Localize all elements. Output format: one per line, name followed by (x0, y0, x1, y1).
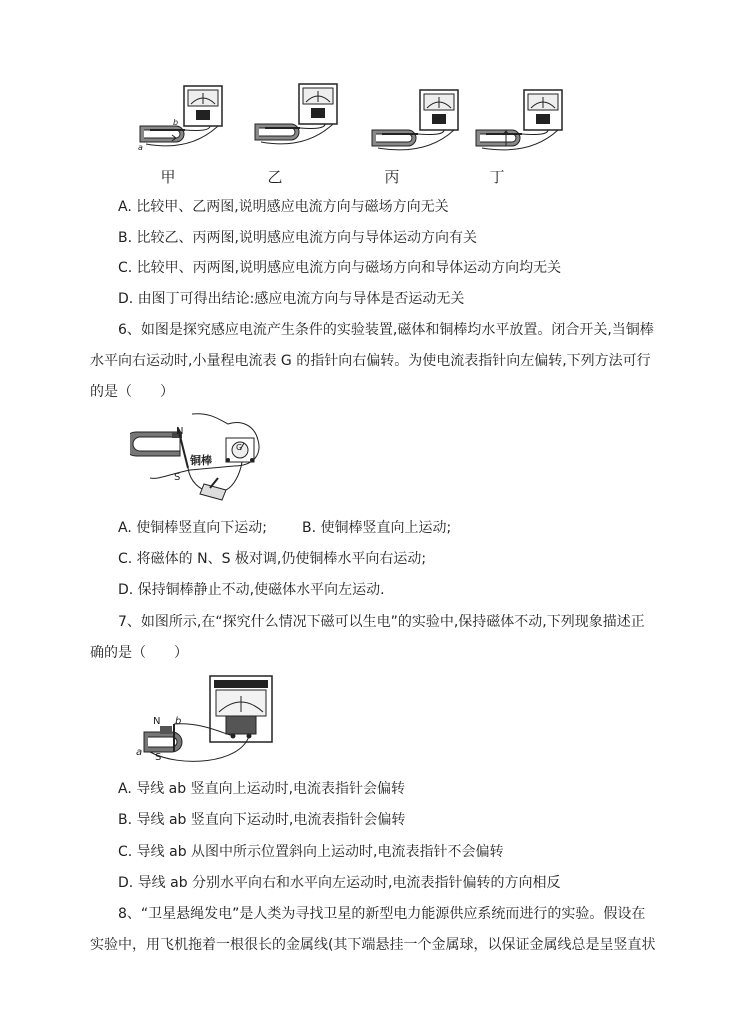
q6-option-c: C. 将磁体的 N、S 极对调,仍使铜棒水平向右运动; (118, 551, 427, 567)
q5-option-d: D. 由图丁可得出结论:感应电流方向与导体是否运动无关 (118, 291, 465, 307)
q8-stem-line-2: 实验中，用飞机拖着一根很长的金属线(其下端悬挂一个金属球，以保证金属线总是呈竖直状 (90, 937, 656, 953)
q7-label-b: b (175, 716, 182, 727)
q6-option-b: B. 使铜棒竖直向上运动; (302, 520, 452, 536)
q7-label-a: a (136, 747, 143, 758)
caption-ding: 丁 (489, 168, 505, 186)
q5-option-b: B. 比较乙、丙两图,说明感应电流方向与导体运动方向有关 (118, 230, 477, 246)
q7-option-b: B. 导线 ab 竖直向下运动时,电流表指针会偏转 (118, 812, 406, 828)
q6-option-d: D. 保持铜棒静止不动,使磁体水平向左运动. (118, 582, 385, 598)
q7-option-c: C. 导线 ab 从图中所示位置斜向上运动时,电流表指针不会偏转 (118, 844, 504, 860)
q7-option-d: D. 导线 ab 分别水平向右和水平向左运动时,电流表指针偏转的方向相反 (118, 875, 561, 891)
q6-option-a: A. 使铜棒竖直向下运动; (118, 520, 267, 536)
q5-option-c: C. 比较甲、丙两图,说明感应电流方向与磁场方向和导体运动方向均无关 (118, 260, 562, 276)
setup-bing (372, 90, 458, 150)
label-a: a (138, 143, 143, 152)
setup-jia (140, 86, 222, 146)
q5-option-a: A. 比较甲、乙两图,说明感应电流方向与磁场方向无关 (118, 199, 449, 215)
setup-yi (255, 84, 337, 144)
q6-stem-line-1: 6、如图是探究感应电流产生条件的实验装置,磁体和铜棒均水平放置。闭合开关,当铜棒 (118, 322, 654, 338)
q6-label-g: G (236, 443, 243, 452)
caption-bing: 丙 (384, 168, 400, 186)
q7-label-n: N (153, 716, 161, 727)
q8-stem-line-1: 8、“卫星悬绳发电”是人类为寻找卫星的新型电力能源供应系统而进行的实验。假设在 (118, 906, 646, 922)
caption-yi: 乙 (267, 168, 283, 186)
q6-label-n: N (176, 426, 184, 437)
q7-stem-line-2: 确的是（ ） (90, 645, 188, 661)
q7-stem-line-1: 7、如图所示,在“探究什么情况下磁可以生电”的实验中,保持磁体不动,下列现象描述正 (118, 614, 645, 630)
setup-ding (476, 90, 562, 150)
q6-label-s: S (174, 472, 181, 483)
q7-label-s: S (155, 752, 162, 763)
experiment-figure-row (130, 80, 570, 160)
q6-label-rod: 铜棒 (190, 454, 212, 467)
q6-stem-line-2: 水平向右运动时,小量程电流表 G 的指针向右偏转。为使电流表指针向左偏转,下列方法可行 (90, 353, 651, 369)
q7-option-a: A. 导线 ab 竖直向上运动时,电流表指针会偏转 (118, 781, 406, 797)
label-b: b (173, 118, 179, 127)
caption-jia: 甲 (160, 168, 176, 186)
q6-stem-line-3: 的是（ ） (90, 384, 174, 400)
